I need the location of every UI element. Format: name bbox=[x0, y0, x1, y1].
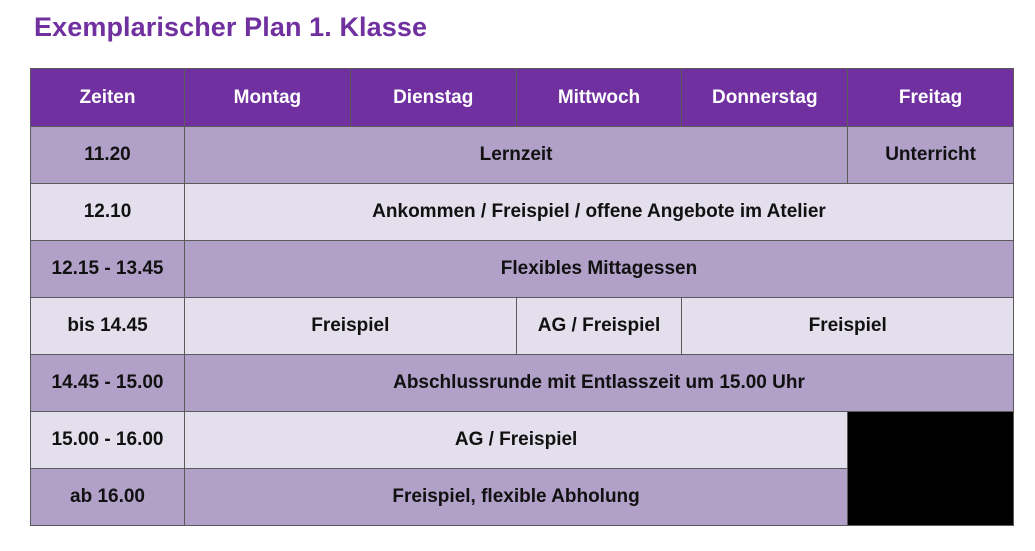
activity-cell: Freispiel, flexible Abholung bbox=[185, 469, 848, 526]
time-cell: 14.45 - 15.00 bbox=[31, 355, 185, 412]
table-row bbox=[31, 298, 1014, 355]
header-day-thursday: Donnerstag bbox=[682, 69, 848, 127]
table-row bbox=[31, 355, 1014, 412]
schedule-table bbox=[30, 68, 1014, 526]
activity-cell: Flexibles Mittagessen bbox=[185, 241, 1014, 298]
activity-cell: Freispiel bbox=[682, 298, 1014, 355]
header-row bbox=[31, 69, 1014, 127]
activity-cell: Lernzeit bbox=[185, 127, 848, 184]
blocked-cell bbox=[848, 412, 1014, 526]
activity-cell: Unterricht bbox=[848, 127, 1014, 184]
activity-cell: Abschlussrunde mit Entlasszeit um 15.00 Uhr bbox=[185, 355, 1014, 412]
table-row bbox=[31, 184, 1014, 241]
header-day-tuesday: Dienstag bbox=[350, 69, 516, 127]
time-cell: 11.20 bbox=[31, 127, 185, 184]
activity-cell: Ankommen / Freispiel / offene Angebote im Atelier bbox=[185, 184, 1014, 241]
time-cell: ab 16.00 bbox=[31, 469, 185, 526]
activity-cell: Freispiel bbox=[185, 298, 517, 355]
time-cell: 15.00 - 16.00 bbox=[31, 412, 185, 469]
time-cell: bis 14.45 bbox=[31, 298, 185, 355]
header-day-friday: Freitag bbox=[848, 69, 1014, 127]
table-row bbox=[31, 127, 1014, 184]
header-day-monday: Montag bbox=[185, 69, 351, 127]
activity-cell: AG / Freispiel bbox=[185, 412, 848, 469]
table-row bbox=[31, 241, 1014, 298]
table-row bbox=[31, 412, 1014, 469]
time-cell: 12.10 bbox=[31, 184, 185, 241]
activity-cell: AG / Freispiel bbox=[516, 298, 682, 355]
page-title: Exemplarischer Plan 1. Klasse bbox=[34, 12, 428, 42]
header-times: Zeiten bbox=[31, 69, 185, 127]
header-day-wednesday: Mittwoch bbox=[516, 69, 682, 127]
time-cell: 12.15 - 13.45 bbox=[31, 241, 185, 298]
